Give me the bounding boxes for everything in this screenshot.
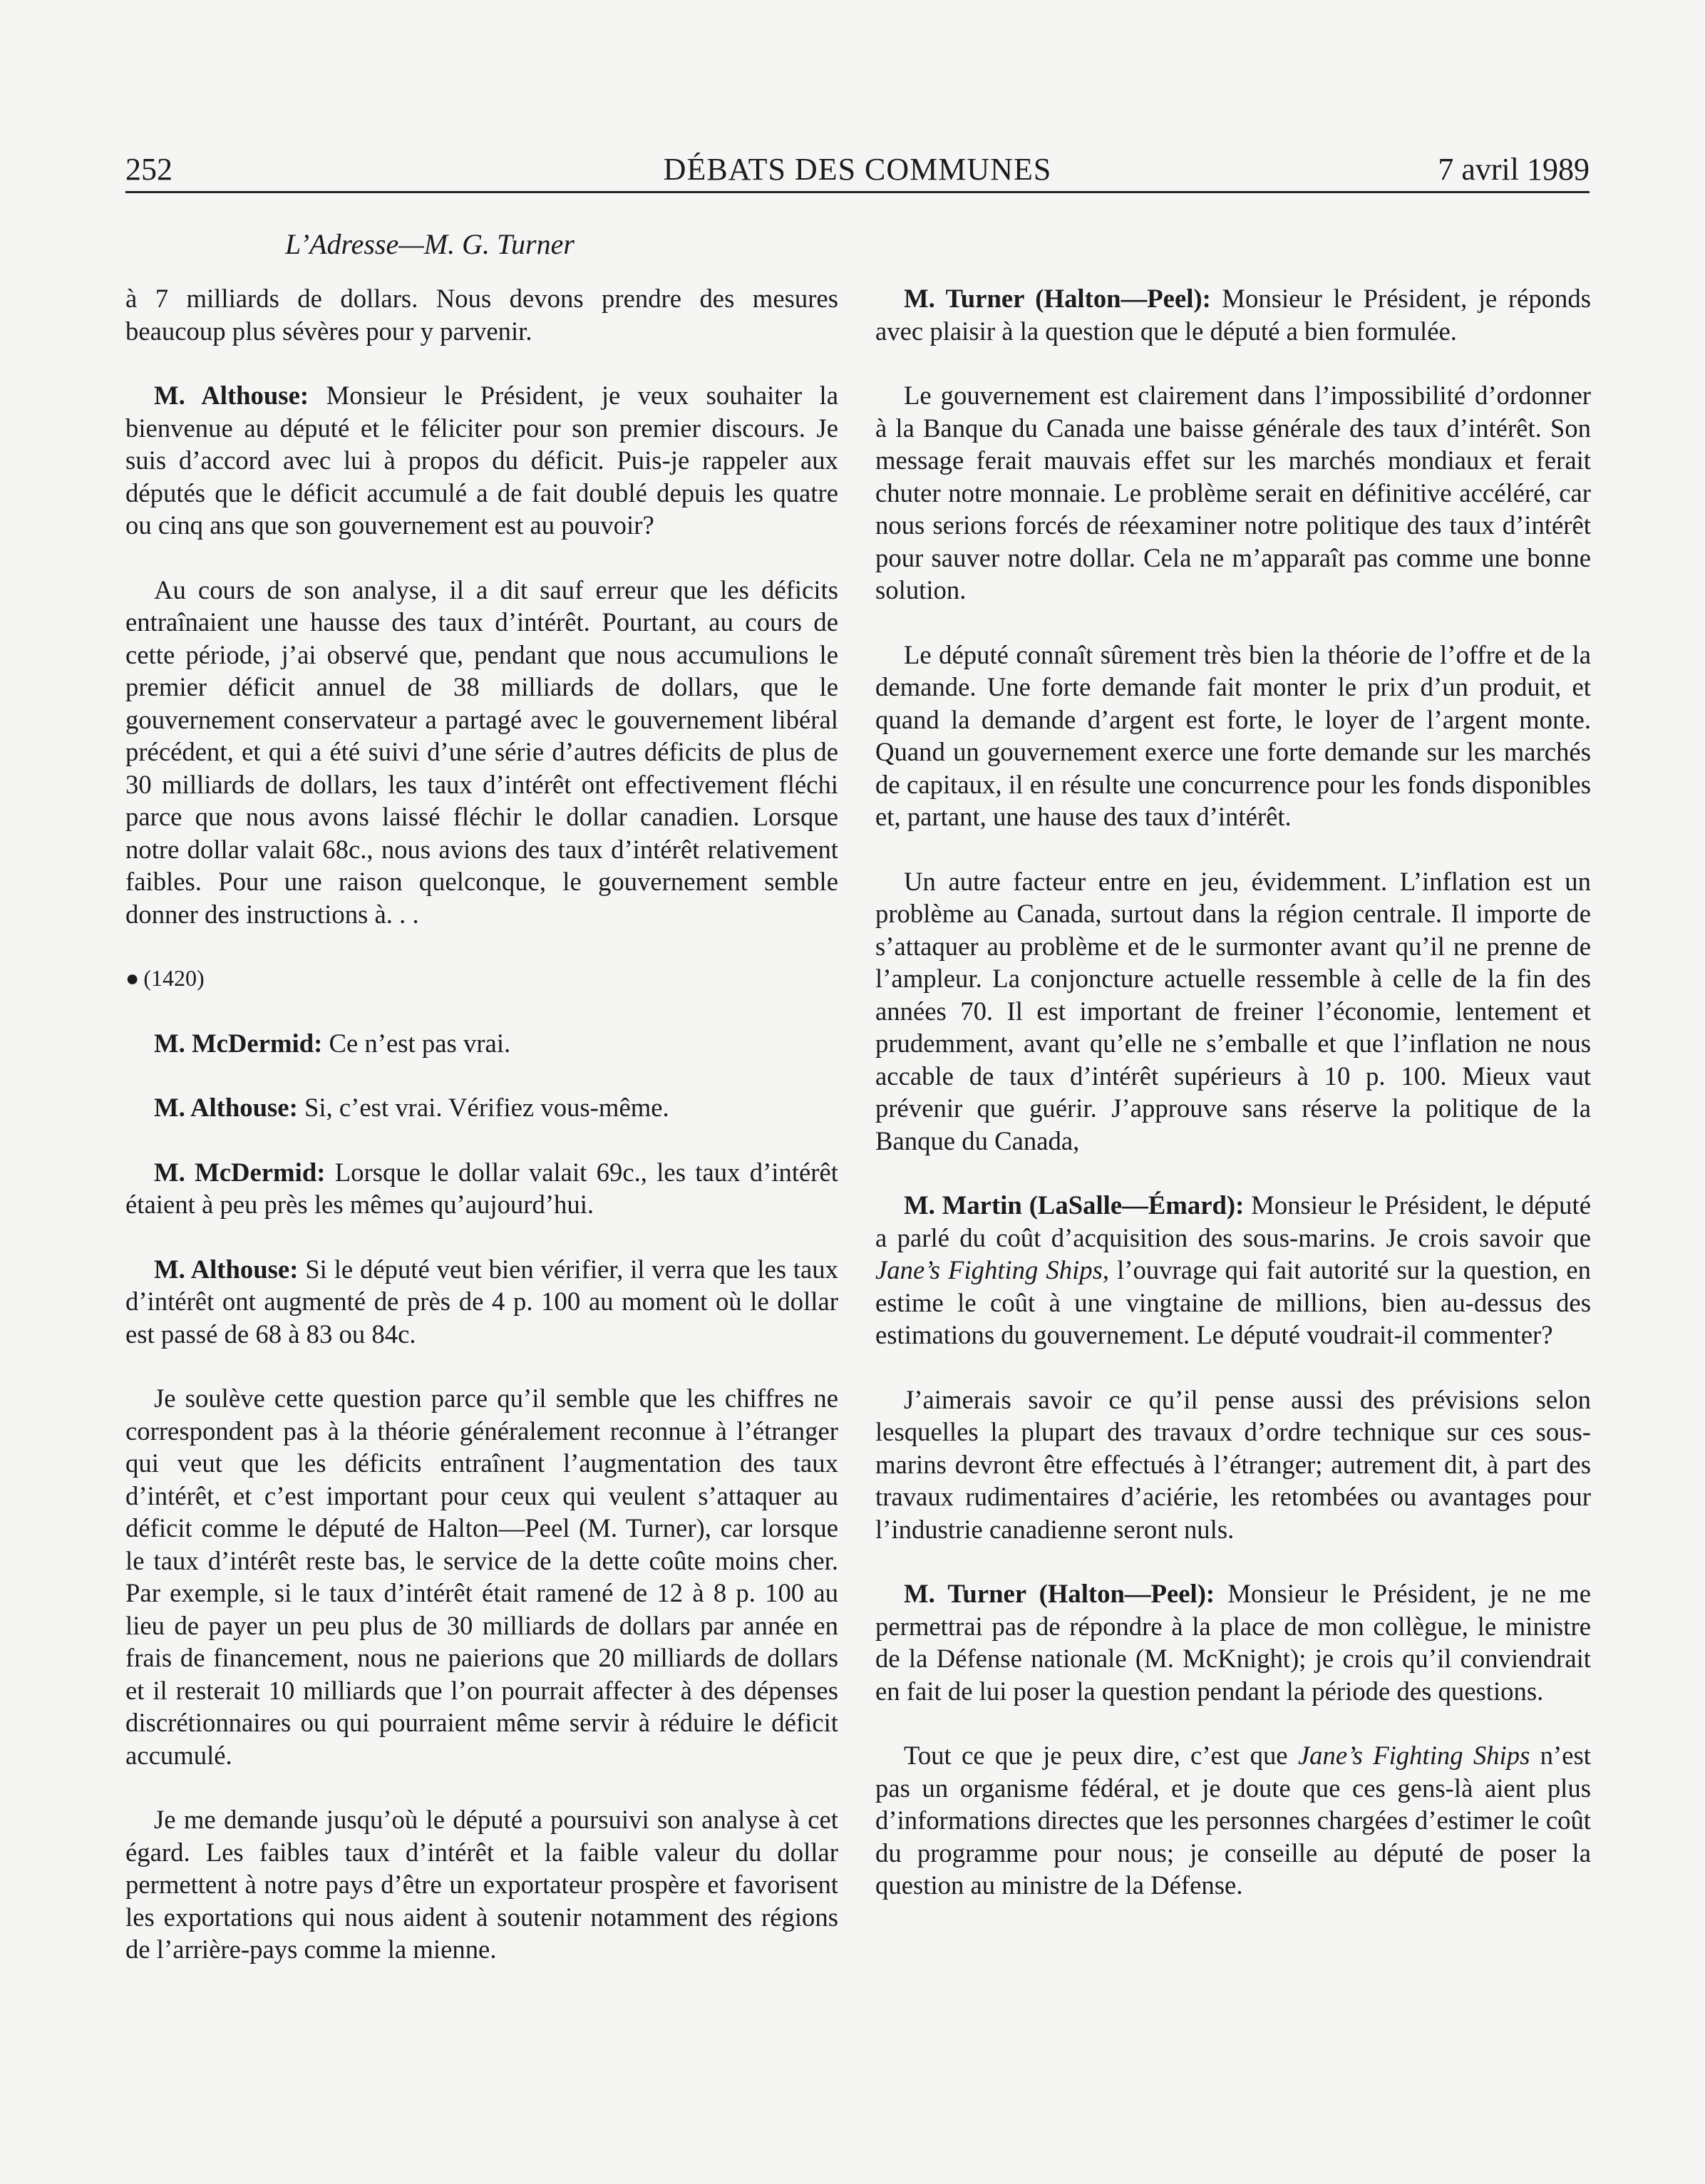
speaker-name: M. Turner (Halton—Peel):: [904, 1579, 1215, 1608]
speech-text: Monsieur le Président, le député a parlé du coût d’acquisition des sous-marins. Je crois savoir que: [875, 1190, 1591, 1252]
speaker-name: M. Althouse:: [154, 1093, 298, 1122]
bullet-icon: ●: [125, 965, 140, 991]
right-column: [875, 282, 1591, 1934]
publication-reference: Jane’s Fighting Ships: [1297, 1741, 1530, 1770]
paragraph: [875, 1577, 1591, 1707]
running-header: [125, 148, 1590, 193]
speaker-name: M. McDermid:: [154, 1028, 323, 1058]
speech-text: Ce n’est pas vrai.: [322, 1028, 511, 1058]
speech-text: Si le député veut bien vérifier, il verra que les taux d’intérêt ont augmenté de près de 4 p. 100 au moment où le dollar est passé de 68 à 83 ou 84c.: [125, 1254, 838, 1349]
speech-text: n’est pas un organisme fédéral, et je doute que ces gens-là aient plus d’informations directes que les personnes chargées d’estimer le coût du programme pour nous; je conseille au député de poser la question au ministre de la Défense.: [875, 1741, 1591, 1900]
speaker-name: M. Turner (Halton—Peel):: [904, 284, 1211, 313]
speaker-name: M. McDermid:: [154, 1157, 326, 1187]
sitting-date: 7 avril 1989: [1438, 152, 1590, 187]
paragraph: [875, 1189, 1591, 1351]
speaker-name: M. Althouse:: [154, 1254, 299, 1284]
time-marker: [125, 962, 838, 995]
left-column: [125, 282, 838, 1998]
paragraph: [125, 1156, 838, 1221]
paragraph: Je soulève cette question parce qu’il semble que les chiffres ne correspondent pas à la théorie généralement reconnue à l’étranger qui veut que les déficits entraînent l’augmentation des taux d’intérêt, et c’est important pour ceux qui veulent s’attaquer au déficit comme le député de Halton—Peel (M. Turner), car lorsque le taux d’intérêt reste bas, le service de la dette coûte moins cher. Par exemple, si le taux d’intérêt était ramené de 12 à 8 p. 100 au lieu de payer un peu plus de 30 milliards de dollars par année en frais de financement, nous ne paierions que 20 milliards de dollars et il resterait 10 milliards que l’on pourrait affecter à des dépenses discrétionnaires ou qui pourraient même servir à réduire le déficit accumulé.: [125, 1384, 838, 1770]
subject-line: L’Adresse—M. G. Turner: [285, 228, 575, 260]
speech-text: Si, c’est vrai. Vérifiez vous-même.: [297, 1093, 669, 1122]
paragraph: [125, 1027, 838, 1060]
publication-reference: Jane’s Fighting Ships: [875, 1255, 1103, 1284]
speech-text: Monsieur le Président, je veux souhaiter la bienvenue au député et le féliciter pour son premier discours. Je suis d’accord avec lui à propos du déficit. Puis-je rappeler aux députés que le déficit accumulé a de fait doublé depuis les quatre ou cinq ans que son gouvernement est au pouvoir?: [125, 381, 839, 540]
paragraph: Au cours de son analyse, il a dit sauf erreur que les déficits entraînaient une hausse des taux d’intérêt. Pourtant, au cours de cette période, j’ai observé que, pendant que nous accumulions le premier déficit annuel de 38 milliards de dollars, que le gouvernement conservateur a partagé avec le gouvernement libéral précédent, et qui a été suivi d’une série d’autres déficits de plus de 30 milliards de dollars, les taux d’intérêt ont effectivement fléchi parce que nous avons laissé fléchir le dollar canadien. Lorsque notre dollar valait 68c., nous avions des taux d’intérêt relativement faibles. Pour une raison quelconque, le gouvernement semble donner des instructions à. . .: [125, 575, 838, 929]
paragraph: Le gouvernement est clairement dans l’impossibilité d’ordonner à la Banque du Canada une baisse générale des taux d’intérêt. Son message ferait mauvais effet sur les marchés mondiaux et ferait chuter notre monnaie. Le problème serait en définitive accéléré, car nous serions forcés de réexaminer notre politique des taux d’intérêt pour sauver notre dollar. Cela ne m’apparaît pas comme une bonne solution.: [875, 381, 1591, 604]
paragraph: à 7 milliards de dollars. Nous devons prendre des mesures beaucoup plus sévères pour y parvenir.: [125, 284, 838, 346]
speech-text: Tout ce que je peux dire, c’est que: [904, 1741, 1298, 1770]
publication-title: DÉBATS DES COMMUNES: [663, 152, 1052, 187]
speech-text: Monsieur le Président, je réponds avec plaisir à la question que le député a bien formulée.: [875, 284, 1591, 346]
paragraph: [125, 1253, 838, 1351]
speaker-name: M. Martin (LaSalle—Émard):: [904, 1190, 1245, 1220]
speech-text: , l’ouvrage qui fait autorité sur la question, en estime le coût à une vingtaine de millions, bien au-dessus des estimations du gouvernement. Le député voudrait-il commenter?: [875, 1255, 1591, 1349]
page-number: 252: [125, 152, 172, 187]
paragraph: Je me demande jusqu’où le député a poursuivi son analyse à cet égard. Les faibles taux d’intérêt et la faible valeur du dollar permettent à notre pays d’être un exportateur prospère et favorisent les exportations qui nous aident à soutenir notamment des régions de l’arrière-pays comme la mienne.: [125, 1805, 838, 1964]
time-marker-text: (1420): [143, 965, 205, 991]
paragraph: [875, 1739, 1591, 1902]
paragraph: [875, 282, 1591, 347]
paragraph: Un autre facteur entre en jeu, évidemment. L’inflation est un problème au Canada, surtout dans la région centrale. Il importe de s’attaquer au problème et de le surmonter avant qu’il ne prenne de l’ampleur. La conjoncture actuelle ressemble à celle de la fin des années 70. Il est important de freiner l’économie, lentement et prudemment, avant qu’elle ne s’emballe et que l’inflation ne nous accable de taux d’intérêt supérieurs à 10 p. 100. Mieux vaut prévenir que guérir. J’approuve sans réserve la politique de la Banque du Canada,: [875, 866, 1591, 1155]
speaker-name: M. Althouse:: [154, 381, 309, 410]
paragraph: Le député connaît sûrement très bien la théorie de l’offre et de la demande. Une forte demande fait monter le prix d’un produit, et quand la demande d’argent est forte, le loyer de l’argent monte. Quand un gouvernement exerce une forte demande sur les marchés de capitaux, il en résulte une concurrence pour les fonds disponibles et, partant, une hause des taux d’intérêt.: [875, 639, 1591, 831]
paragraph: [125, 379, 838, 542]
paragraph: J’aimerais savoir ce qu’il pense aussi des prévisions selon lesquelles la plupart des travaux d’ordre technique sur ces sous-marins devront être effectués à l’étranger; autrement dit, à part des travaux rudimentaires d’aciérie, les retombées ou avantages pour l’industrie canadienne seront nuls.: [875, 1384, 1591, 1544]
paragraph: [125, 1091, 838, 1124]
speech-text: Lorsque le dollar valait 69c., les taux d’intérêt étaient à peu près les mêmes qu’aujourd’hui.: [125, 1157, 838, 1219]
speech-text: Monsieur le Président, je ne me permettrai pas de répondre à la place de mon collègue, le ministre de la Défense nationale (M. McKnight); je crois qu’il conviendrait en fait de lui poser la question pendant la période des questions.: [875, 1579, 1591, 1706]
